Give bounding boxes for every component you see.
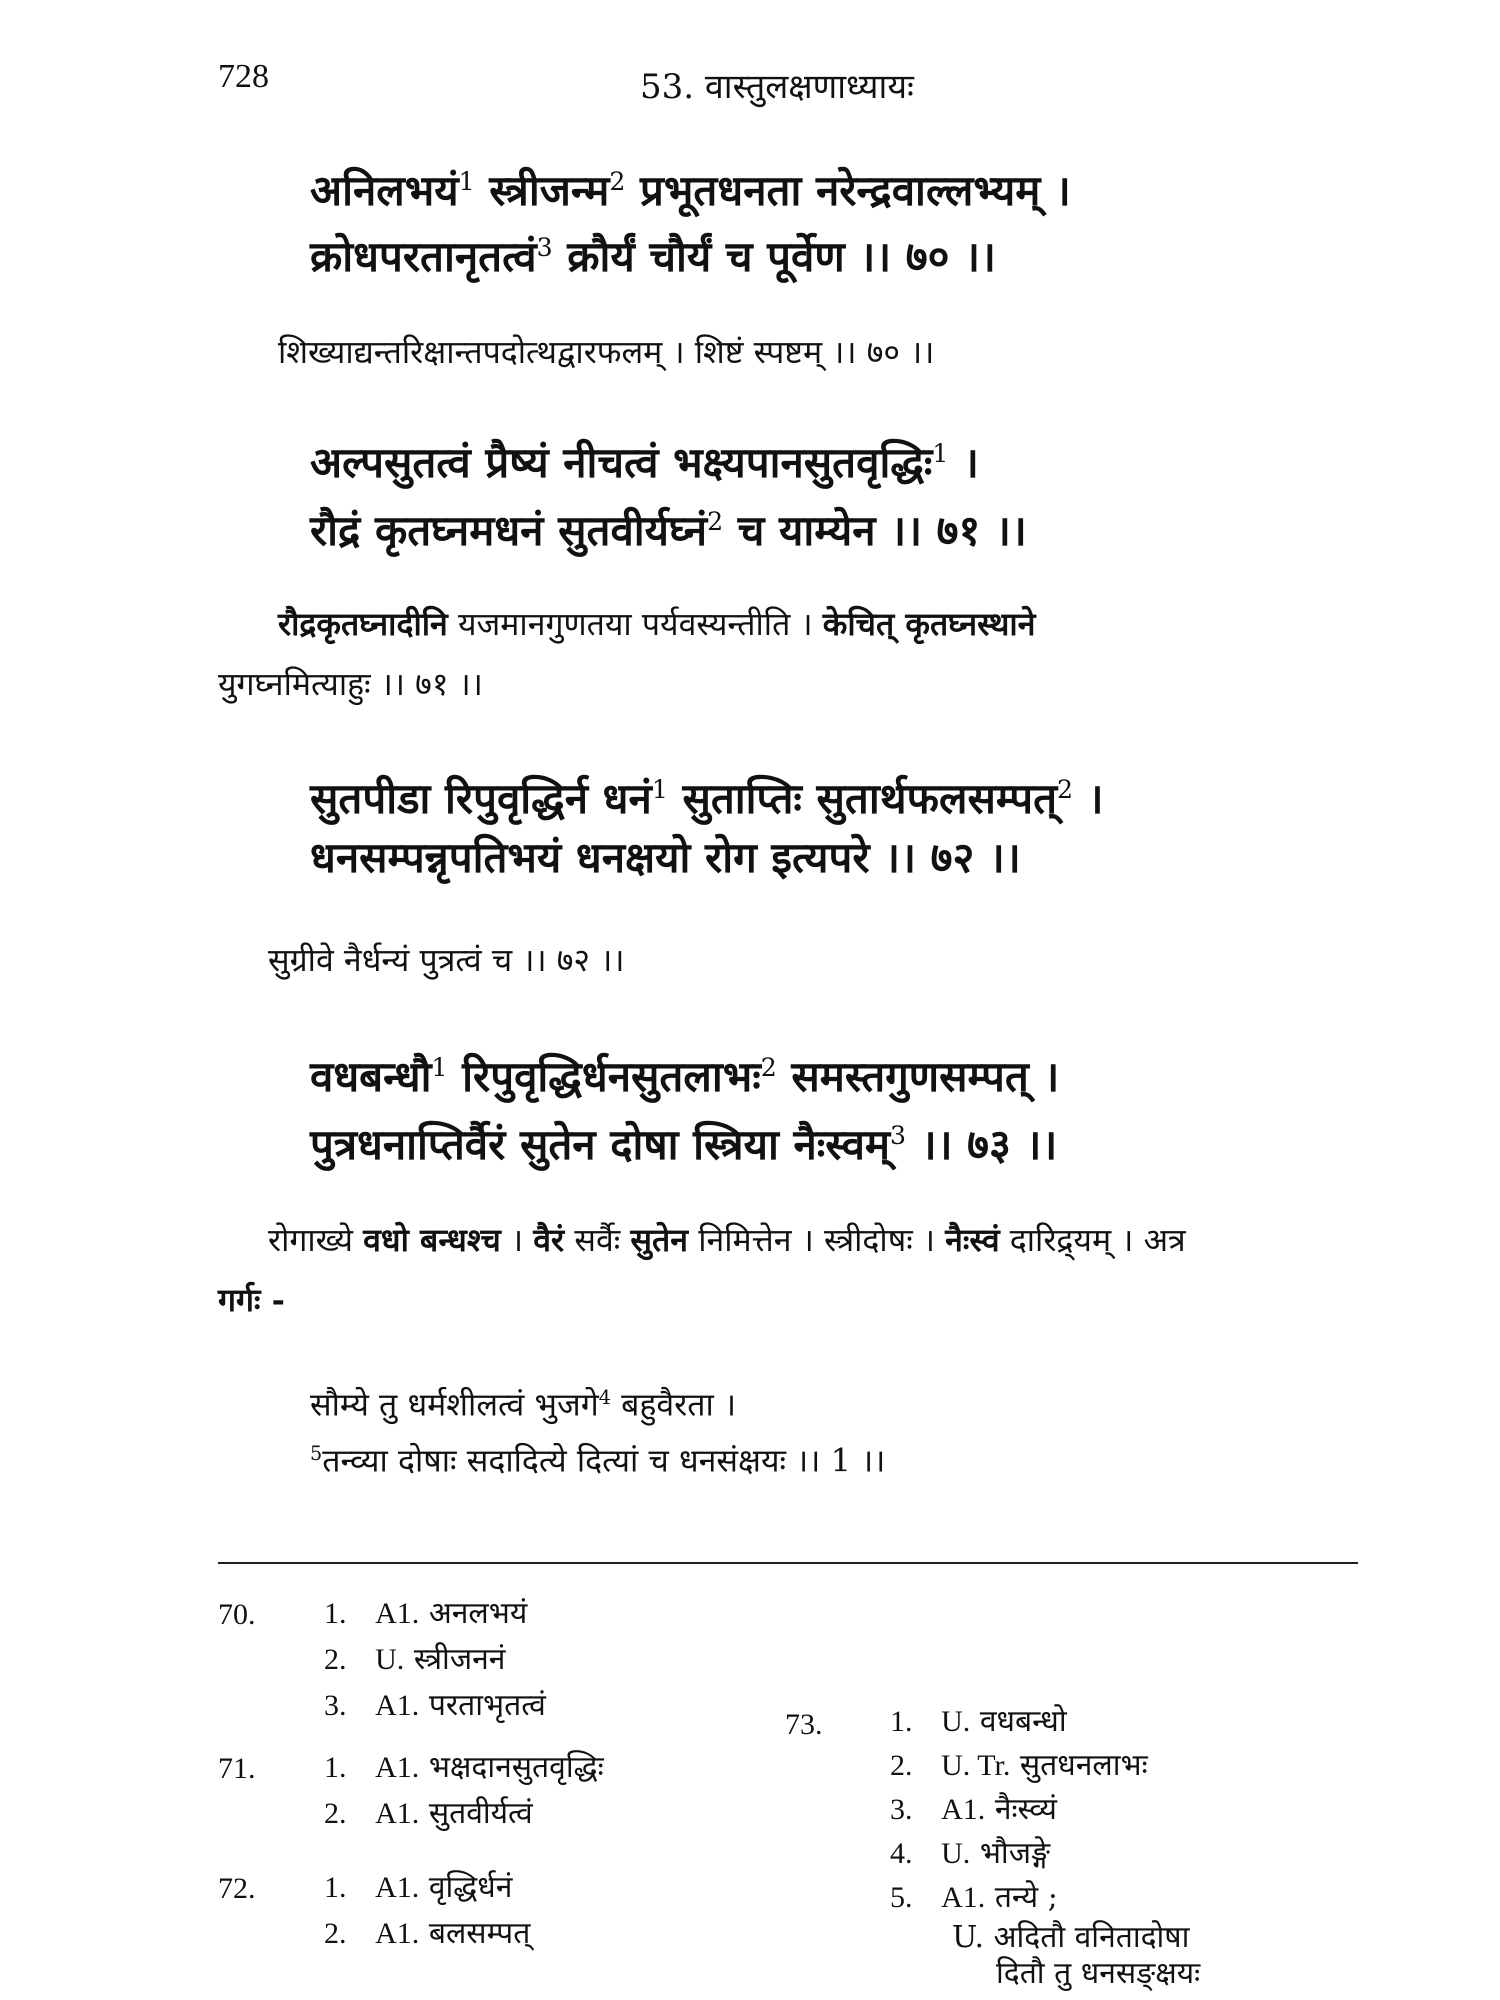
verse-70-line-1 bbox=[310, 150, 1071, 223]
manuscript-siglum: A1. bbox=[375, 1917, 420, 1950]
comm-bold: वधो बन्धश्च bbox=[363, 1221, 501, 1259]
verse-71-line-1 bbox=[310, 422, 979, 495]
commentary-71-line-2: युगघ्नमित्याहुः ।। ७१ ।। bbox=[218, 665, 483, 703]
verse-text: क्रौर्यं चौर्यं च पूर्वेण ।। ७० ।। bbox=[552, 232, 996, 281]
manuscript-siglum: U. bbox=[941, 1837, 971, 1870]
footnote-71-2 bbox=[324, 1792, 533, 1836]
footnote-index: 1. bbox=[324, 1751, 347, 1784]
footnote-index: 2. bbox=[324, 1797, 347, 1830]
footnote-index: 1. bbox=[324, 1871, 347, 1904]
footnote-group-73-number: 73. bbox=[785, 1708, 823, 1741]
variant-reading: सुतवीर्यत्वं bbox=[428, 1796, 533, 1831]
verse-72-line-1 bbox=[310, 758, 1104, 831]
commentary-71-line-1 bbox=[278, 598, 1035, 650]
footnote-73-5-continuation-2: दितौ तु धनसङ्क्षयः bbox=[996, 1956, 1201, 1991]
quote-text: बहुवैरता । bbox=[610, 1385, 737, 1424]
comm-bold: वैरं bbox=[533, 1221, 565, 1259]
verse-text: पुत्रधनाप्तिर्वैरं सुतेन दोषा स्त्रिया नैःस्वम् bbox=[310, 1120, 891, 1169]
footnote-70-1 bbox=[324, 1592, 527, 1636]
variant-reading: वधबन्धो bbox=[979, 1704, 1067, 1739]
footnote-index: 5. bbox=[890, 1881, 913, 1914]
footnote-index: 1. bbox=[324, 1597, 347, 1630]
variant-reading: परताभृतत्वं bbox=[428, 1688, 546, 1723]
footnote-ref: 1 bbox=[932, 439, 949, 468]
verse-text: अल्पसुतत्वं प्रैष्यं नीचत्वं भक्ष्यपानसुतवृद्धिः bbox=[310, 438, 933, 487]
footnote-ref: 3 bbox=[890, 1121, 907, 1150]
footnote-ref: 3 bbox=[536, 233, 553, 262]
verse-71-line-2 bbox=[310, 490, 1027, 563]
footnote-index: 3. bbox=[324, 1689, 347, 1722]
verse-text: रिपुवृद्धिर्धनसुतलाभः bbox=[447, 1052, 761, 1101]
variant-reading: नैःस्व्यं bbox=[994, 1792, 1057, 1827]
verse-text: वधबन्धौ bbox=[310, 1052, 432, 1101]
footnote-ref: 2 bbox=[760, 1053, 777, 1082]
comm-bold: नैःस्वं bbox=[945, 1221, 1000, 1259]
comm-text: निमित्तेन । स्त्रीदोषः । bbox=[688, 1221, 946, 1259]
manuscript-siglum: A1. bbox=[375, 1871, 420, 1904]
variant-reading: वृद्धिर्धनं bbox=[428, 1870, 513, 1905]
variant-reading: भक्षदानसुतवृद्धिः bbox=[428, 1750, 604, 1785]
verse-text: प्रभूतधनता नरेन्द्रवाल्लभ्यम् । bbox=[625, 166, 1071, 215]
variant-reading: सुतधनलाभः bbox=[1019, 1748, 1148, 1783]
verse-text: च याम्येन ।। ७१ ।। bbox=[723, 506, 1027, 555]
footnote-72-2 bbox=[324, 1912, 530, 1956]
verse-73-line-1 bbox=[310, 1036, 1059, 1109]
comm-text: सर्वैः bbox=[564, 1221, 631, 1259]
footnote-group-72-number: 72. bbox=[218, 1872, 256, 1905]
manuscript-siglum: U. Tr. bbox=[941, 1749, 1011, 1782]
footnote-group-70-number: 70. bbox=[218, 1598, 256, 1631]
comm-text: यजमानगुणतया पर्यवस्यन्तीति । bbox=[447, 605, 823, 643]
comm-text: रोगाख्ये bbox=[268, 1221, 364, 1259]
footnote-ref: 2 bbox=[707, 507, 724, 536]
verse-72-line-2: धनसम्पन्नृपतिभयं धनक्षयो रोग इत्यपरे ।। ७२ ।। bbox=[310, 833, 1021, 882]
verse-text: सुताप्तिः सुतार्थफलसम्पत् bbox=[667, 774, 1058, 823]
quote-line-1 bbox=[310, 1372, 736, 1431]
verse-text: अनिलभयं bbox=[310, 166, 459, 215]
footnote-ref: 2 bbox=[609, 167, 626, 196]
footnote-ref: 1 bbox=[458, 167, 475, 196]
manuscript-siglum: A1. bbox=[375, 1797, 420, 1830]
comm-bold: रौद्रकृतघ्नादीनि bbox=[278, 605, 448, 643]
footnote-70-2 bbox=[324, 1638, 505, 1682]
footnote-73-2 bbox=[890, 1744, 1148, 1788]
verse-text: स्त्रीजन्म bbox=[474, 166, 610, 215]
variant-reading: भौजङ्गे bbox=[979, 1836, 1050, 1871]
verse-text: समस्तगुणसम्पत् । bbox=[776, 1052, 1060, 1101]
footnote-index: 1. bbox=[890, 1705, 913, 1738]
footnote-73-5-continuation-1: U. अदितौ वनितादोषा bbox=[952, 1920, 1190, 1955]
comm-bold: केचित् कृतघ्नस्थाने bbox=[822, 605, 1036, 643]
footnote-index: 2. bbox=[324, 1643, 347, 1676]
footnote-rule bbox=[218, 1562, 1358, 1564]
verse-70-line-2 bbox=[310, 216, 996, 289]
footnote-ref: 1 bbox=[651, 775, 668, 804]
verse-text: । bbox=[948, 438, 979, 487]
commentary-72: सुग्रीवे नैर्धन्यं पुत्रत्वं च ।। ७२ ।। bbox=[268, 941, 625, 979]
variant-reading: अनलभयं bbox=[428, 1596, 528, 1631]
manuscript-siglum: A1. bbox=[941, 1881, 986, 1914]
manuscript-siglum: U. bbox=[375, 1643, 405, 1676]
footnote-73-5 bbox=[890, 1876, 1058, 1920]
footnote-73-3 bbox=[890, 1788, 1057, 1832]
verse-text: सुतपीडा रिपुवृद्धिर्न धनं bbox=[310, 774, 652, 823]
manuscript-siglum: A1. bbox=[941, 1793, 986, 1826]
comm-bold: सुतेन bbox=[630, 1221, 689, 1259]
comm-text: । bbox=[500, 1221, 534, 1259]
manuscript-siglum: A1. bbox=[375, 1689, 420, 1722]
footnote-73-1 bbox=[890, 1700, 1067, 1744]
manuscript-siglum: U. bbox=[941, 1705, 971, 1738]
footnote-ref: 2 bbox=[1057, 775, 1074, 804]
footnote-ref: 1 bbox=[431, 1053, 448, 1082]
variant-reading: तन्ये ; bbox=[994, 1880, 1058, 1915]
manuscript-siglum: A1. bbox=[375, 1751, 420, 1784]
footnote-index: 2. bbox=[324, 1917, 347, 1950]
running-title: 53. वास्तुलक्षणाध्यायः bbox=[640, 67, 914, 107]
quote-text: सौम्ये तु धर्मशीलत्वं भुजगे bbox=[310, 1385, 599, 1424]
quote-text: तन्व्या दोषाः सदादित्ये दित्यां च धनसंक्षयः ।। 1 ।। bbox=[322, 1441, 886, 1480]
manuscript-siglum: A1. bbox=[375, 1597, 420, 1630]
verse-73-line-2 bbox=[310, 1104, 1057, 1177]
footnote-ref: 5 bbox=[310, 1442, 323, 1465]
verse-text: रौद्रं कृतघ्नमधनं सुतवीर्यघ्नं bbox=[310, 506, 708, 555]
footnote-72-1 bbox=[324, 1866, 512, 1910]
variant-reading: बलसम्पत् bbox=[428, 1916, 531, 1951]
footnote-70-3 bbox=[324, 1684, 546, 1728]
footnote-index: 3. bbox=[890, 1793, 913, 1826]
quote-line-2 bbox=[310, 1428, 885, 1487]
footnote-71-1 bbox=[324, 1746, 604, 1790]
commentary-70: शिख्याद्यन्तरिक्षान्तपदोत्थद्वारफलम् । शिष्टं स्पष्टम् ।। ७० ।। bbox=[278, 333, 935, 371]
verse-text: क्रोधपरतानृतत्वं bbox=[310, 232, 537, 281]
footnote-group-71-number: 71. bbox=[218, 1752, 256, 1785]
page-number: 728 bbox=[218, 58, 269, 95]
comm-text: दारिद्र्यम् । अत्र bbox=[999, 1221, 1186, 1259]
footnote-index: 2. bbox=[890, 1749, 913, 1782]
commentary-73-line-2: गर्गः - bbox=[218, 1281, 285, 1319]
verse-text: । bbox=[1073, 774, 1104, 823]
footnote-73-4 bbox=[890, 1832, 1050, 1876]
verse-text: ।। ७३ ।। bbox=[906, 1120, 1058, 1169]
commentary-73-line-1 bbox=[268, 1214, 1186, 1266]
footnote-index: 4. bbox=[890, 1837, 913, 1870]
footnote-ref: 4 bbox=[598, 1386, 611, 1409]
variant-reading: स्त्रीजननं bbox=[413, 1642, 506, 1677]
